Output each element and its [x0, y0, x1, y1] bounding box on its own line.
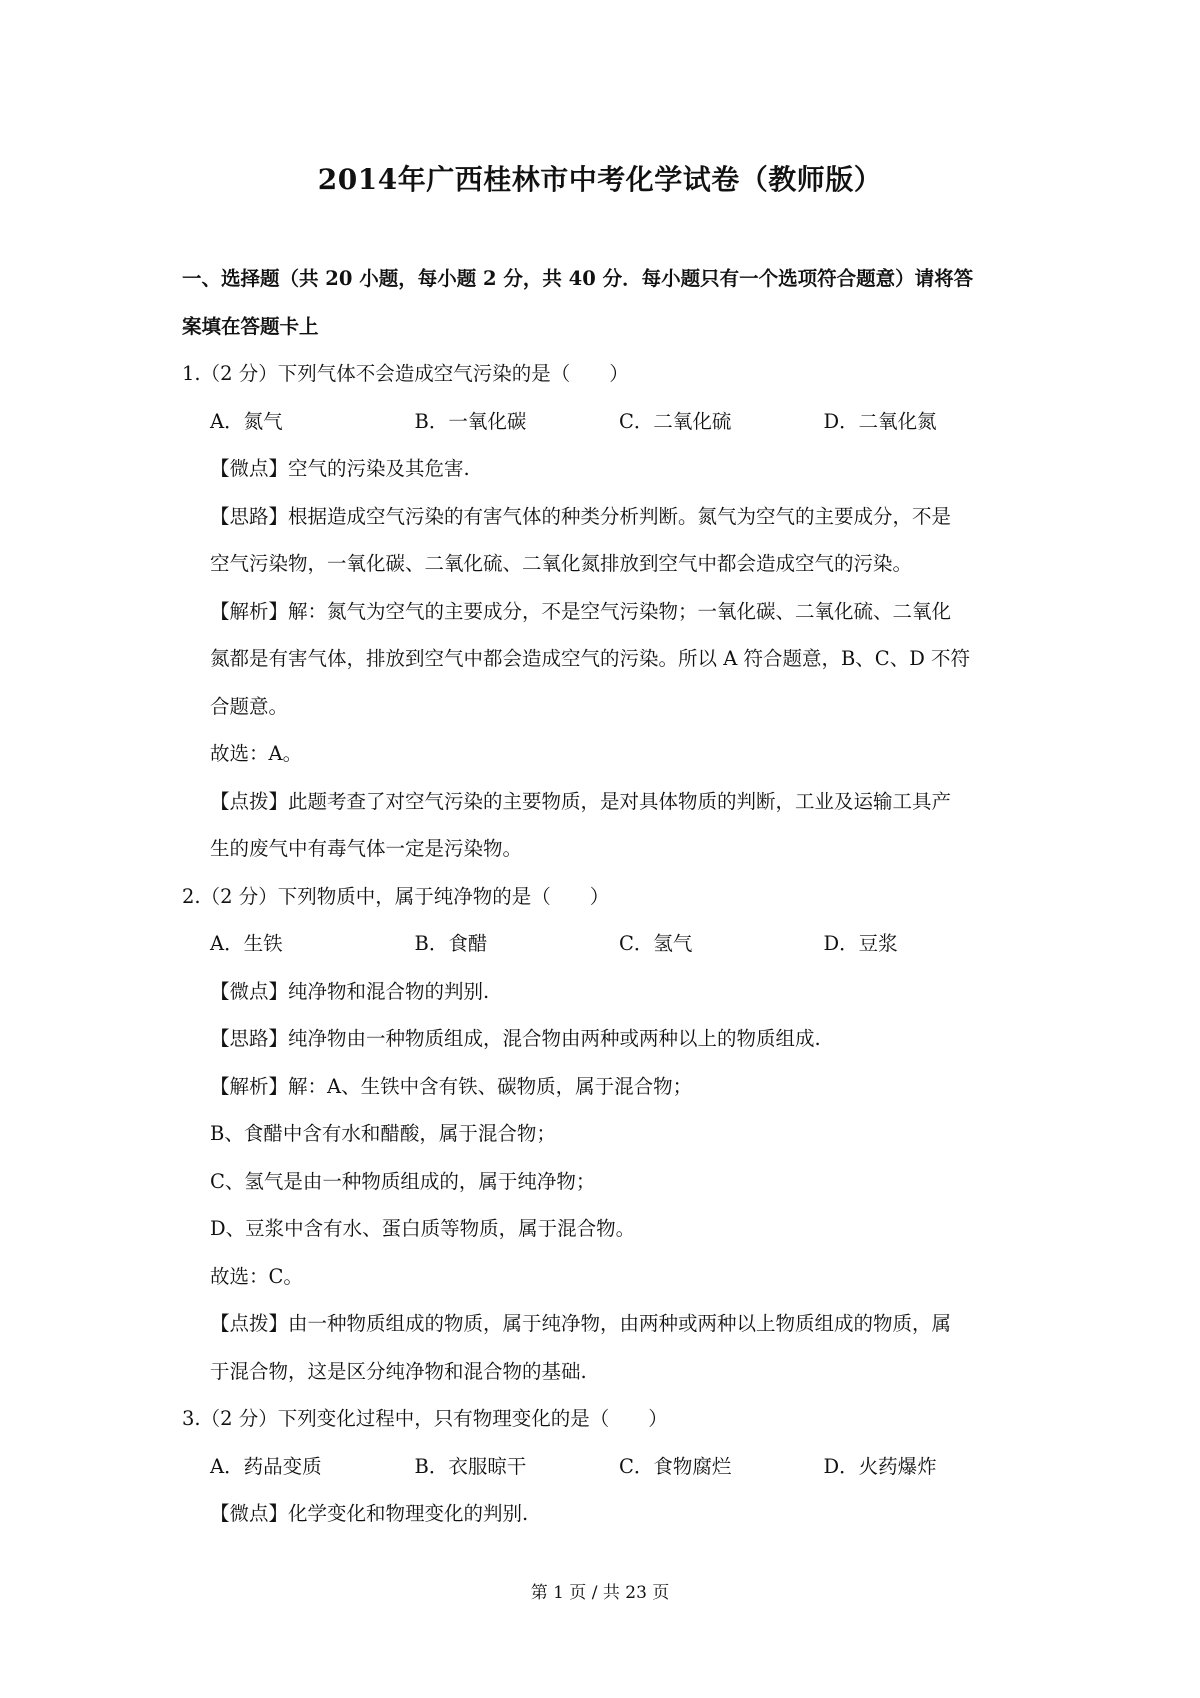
option-c: C．食物腐烂: [619, 1454, 732, 1478]
option-c: C．二氧化硫: [619, 409, 732, 433]
comment-line: 生的废气中有毒气体一定是污染物。: [210, 837, 523, 860]
option-a: A．氮气: [210, 409, 283, 433]
option-a: A．生铁: [210, 932, 283, 955]
knowledge-point-line: 【微点】化学变化和物理变化的判别.: [210, 1502, 529, 1525]
section-heading-line-1: 一、选择题（共 20 小题，每小题 2 分，共 40 分．每小题只有一个选项符合题意）请将答: [182, 267, 974, 290]
comment-line: 【点拨】此题考查了对空气污染的主要物质，是对具体物质的判断，工业及运输工具产: [210, 789, 952, 813]
question-options: [182, 398, 1028, 446]
analysis-line: C、氢气是由一种物质组成的，属于纯净物；: [210, 1169, 596, 1193]
question-3: [182, 1395, 1028, 1538]
approach-line: 【思路】根据造成空气污染的有害气体的种类分析判断。氮气为空气的主要成分，不是: [210, 504, 952, 528]
option-b: B．食醋: [414, 932, 488, 955]
knowledge-point-line: 【微点】纯净物和混合物的判别.: [210, 979, 490, 1003]
option-b: B．衣服晾干: [414, 1454, 527, 1478]
section-heading-line-2: 案填在答题卡上: [182, 314, 319, 338]
option-d: D．火药爆炸: [823, 1454, 937, 1478]
question-options: [182, 920, 1028, 968]
analysis-line: 合题意。: [210, 694, 289, 718]
knowledge-point-line: 【微点】空气的污染及其危害.: [210, 457, 470, 480]
analysis-line: B、食醋中含有水和醋酸，属于混合物；: [210, 1122, 556, 1145]
analysis-line: 【解析】解：氮气为空气的主要成分，不是空气污染物；一氧化碳、二氧化硫、二氧化: [210, 599, 952, 623]
page-footer: 第 1 页 / 共 23 页: [530, 1583, 670, 1603]
analysis-line: 氮都是有害气体，排放到空气中都会造成空气的污染。所以 A 符合题意，B、C、D 不符: [210, 647, 971, 670]
answer-line: 故选：A。: [210, 742, 303, 765]
question-stem: 3.（2 分）下列变化过程中，只有物理变化的是（ ）: [182, 1407, 668, 1430]
option-d: D．二氧化氮: [823, 409, 937, 433]
document-title: 2014年广西桂林市中考化学试卷（教师版）: [317, 163, 883, 196]
option-a: A．药品变质: [210, 1454, 322, 1478]
analysis-line: D、豆浆中含有水、蛋白质等物质，属于混合物。: [210, 1217, 636, 1240]
option-c: C．氢气: [619, 932, 693, 955]
approach-line: 【思路】纯净物由一种物质组成，混合物由两种或两种以上的物质组成.: [210, 1027, 821, 1050]
question-stem: 1.（2 分）下列气体不会造成空气污染的是（ ）: [182, 362, 629, 385]
analysis-line: 【解析】解：A、生铁中含有铁、碳物质，属于混合物；: [210, 1074, 693, 1098]
question-2: [182, 873, 1028, 1396]
question-options: [182, 1443, 1028, 1491]
answer-line: 故选：C。: [210, 1264, 303, 1288]
option-b: B．一氧化碳: [414, 409, 527, 433]
question-1: [182, 350, 1028, 873]
approach-line: 空气污染物，一氧化碳、二氧化硫、二氧化氮排放到空气中都会造成空气的污染。: [210, 552, 913, 575]
question-stem: 2.（2 分）下列物质中，属于纯净物的是（ ）: [182, 884, 610, 908]
comment-line: 于混合物，这是区分纯净物和混合物的基础.: [210, 1359, 587, 1383]
document-body: [182, 255, 1028, 1538]
comment-line: 【点拨】由一种物质组成的物质，属于纯净物，由两种或两种以上物质组成的物质，属: [210, 1312, 952, 1335]
option-d: D．豆浆: [823, 932, 898, 955]
